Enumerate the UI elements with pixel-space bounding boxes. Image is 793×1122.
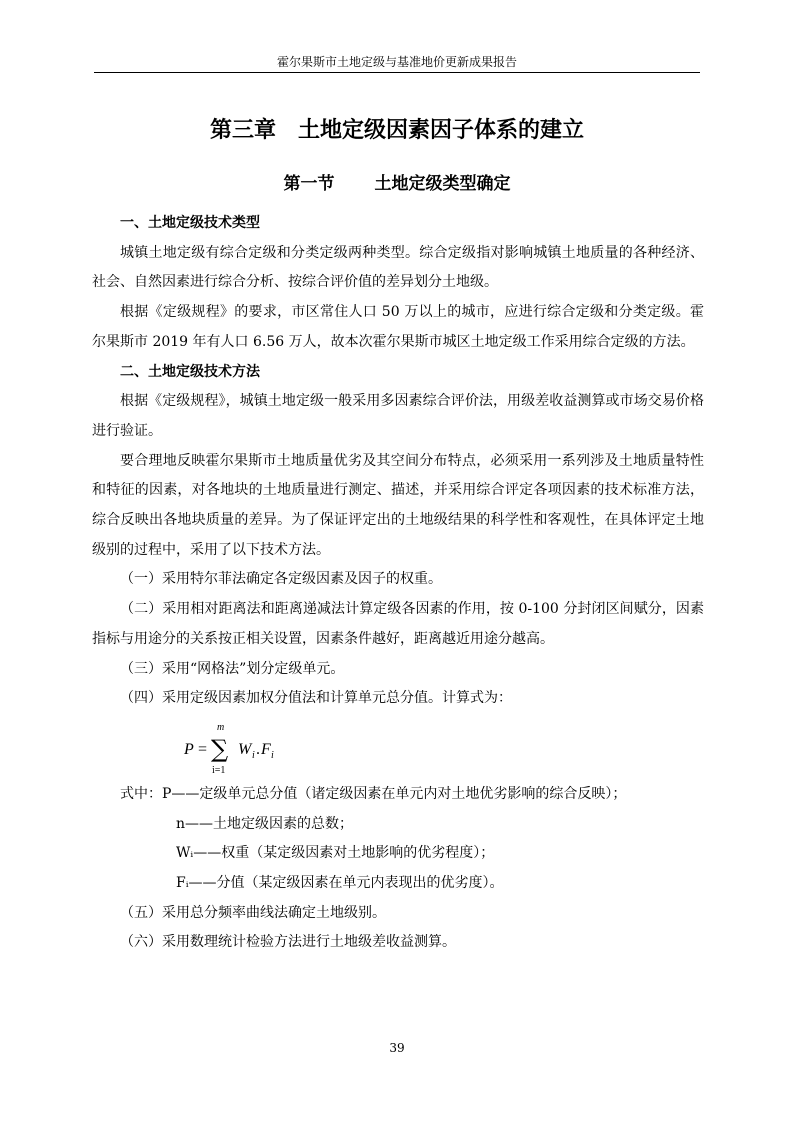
page-number: 39 <box>389 1041 405 1055</box>
formula-equals: = <box>198 740 208 758</box>
formula-term-f: F <box>261 740 271 758</box>
page-body <box>92 209 704 958</box>
formula-upper-limit: m <box>217 721 225 733</box>
list-item: （四）采用定级因素加权分值法和计算单元总分值。计算式为： <box>120 690 512 707</box>
list-item: （一）采用特尔菲法确定各定级因素及因子的权重。 <box>120 571 442 588</box>
formula-dot: . <box>256 740 260 758</box>
formula-svg <box>182 716 322 778</box>
section-heading: 土地定级类型确定 <box>374 174 511 194</box>
paragraph: 要合理地反映霍尔果斯市土地质量优劣及其空间分布特点，必须采用一系列涉及土地质量特性和特征的因素，对各地块的土地质量进行测定、描述，并采用综合评定各项因素的技术标准方法，综合反映出各地块质量的差异。为了保证评定出的土地级结果的科学性和客观性，在具体评定土地级别的过程中，采用了以下技术方法。 <box>92 452 704 558</box>
formula-lhs: P <box>184 740 194 758</box>
paragraph: 城镇土地定级有综合定级和分类定级两种类型。综合定级指对影响城镇土地质量的各种经济、社会、自然因素进行综合分析、按综合评价值的差异划分土地级。 <box>92 244 704 291</box>
formula-sub-f: i <box>271 749 274 761</box>
section-title <box>94 172 700 196</box>
formula-definitions <box>92 780 704 899</box>
formula-term-w: W <box>238 740 252 758</box>
header-divider <box>94 72 700 73</box>
definition-line: Wᵢ——权重（某定级因素对土地影响的优劣程度）； <box>176 845 495 862</box>
definition-line: Fᵢ——分值（某定级因素在单元内表现出的优劣度）。 <box>176 875 504 892</box>
formula <box>92 716 704 778</box>
subheading-technique-type: 一、土地定级技术类型 <box>120 215 260 231</box>
list-item: （五）采用总分频率曲线法确定土地级别。 <box>120 904 386 921</box>
paragraph: 根据《定级规程》的要求，市区常住人口 50 万以上的城市，应进行综合定级和分类定级。霍尔果斯市 2019 年有人口 6.56 万人，故本次霍尔果斯市城区土地定级工作采用综合定级的方法。 <box>92 304 704 350</box>
definition-line: n——土地定级因素的总数； <box>176 815 354 832</box>
formula-lower-limit: i=1 <box>212 764 226 776</box>
subheading-technique-method: 二、土地定级技术方法 <box>120 363 260 380</box>
list-item: （二）采用相对距离法和距离递减法计算定级各因素的作用，按 0-100 分封闭区间赋分，因素指标与用途分的关系按正相关设置，因素条件越好，距离越近用途分越高。 <box>92 601 704 647</box>
paragraph: 根据《定级规程》，城镇土地定级一般采用多因素综合评价法，用级差收益测算或市场交易价格进行验证。 <box>92 393 704 439</box>
list-item: （六）采用数理统计检验方法进行土地级差收益测算。 <box>120 934 456 951</box>
formula-sigma: ∑ <box>211 734 229 763</box>
chapter-title: 第三章 土地定级因素因子体系的建立 <box>209 118 584 143</box>
formula-sub-w: i <box>252 749 255 761</box>
section-label: 第一节 <box>283 174 335 194</box>
list-item: （三）采用“网格法”划分定级单元。 <box>120 660 345 677</box>
definition-line: 式中：P——定级单元总分值（诸定级因素在单元内对土地优劣影响的综合反映）； <box>120 785 627 802</box>
running-header: 霍尔果斯市土地定级与基准地价更新成果报告 <box>276 55 517 69</box>
